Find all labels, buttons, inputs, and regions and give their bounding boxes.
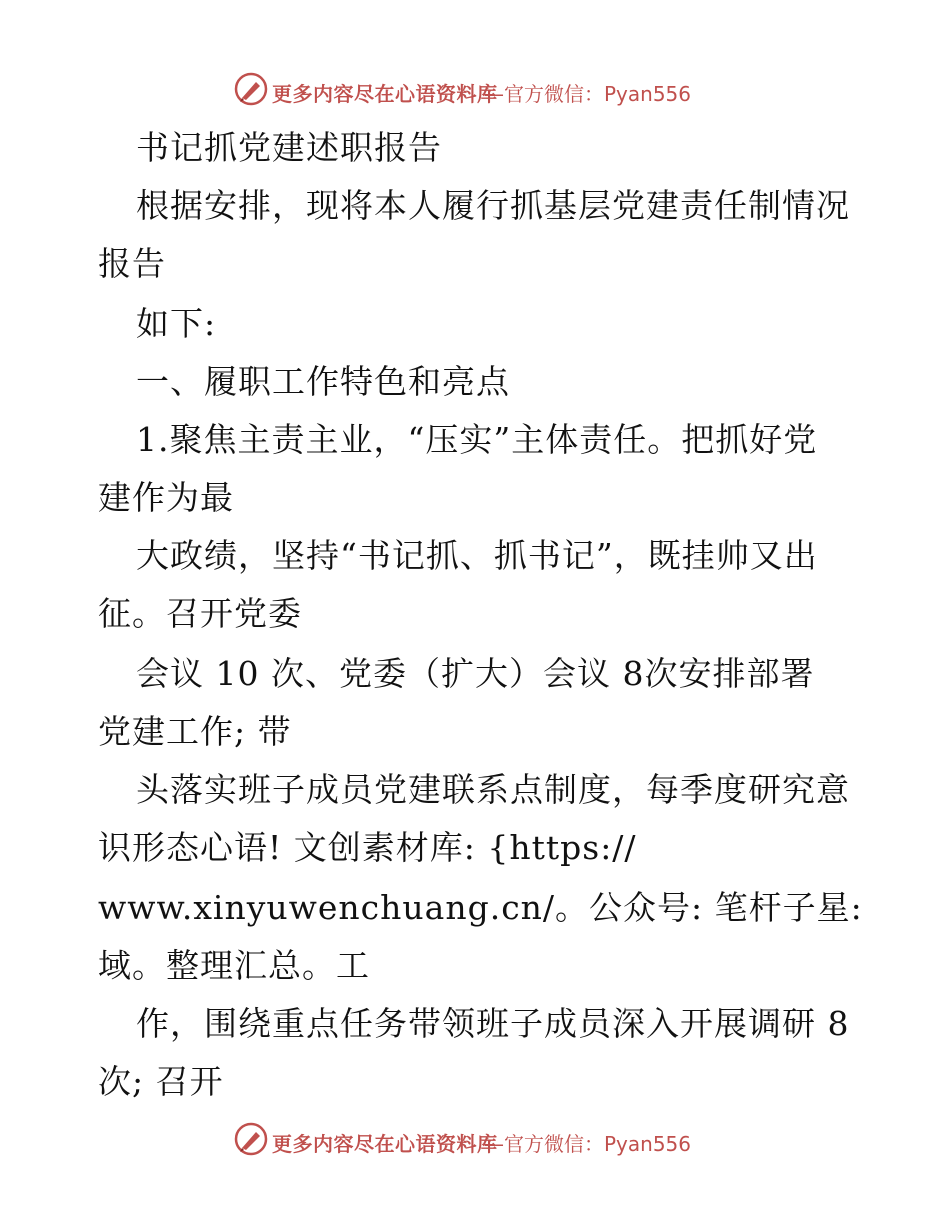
doc-line: 征。召开党委 — [98, 594, 302, 633]
header-banner — [0, 70, 950, 110]
doc-line: 头落实班子成员党建联系点制度，每季度研究意 — [136, 770, 850, 809]
doc-line: 作，围绕重点任务带领班子成员深入开展调研 8 — [136, 1004, 850, 1043]
footer-banner — [0, 1120, 950, 1160]
footer-brand-text: 更多内容尽在心语资料库 — [272, 1132, 498, 1156]
section-heading: 一、履职工作特色和亮点 — [136, 362, 510, 401]
doc-line: 根据安排，现将本人履行抓基层党建责任制情况 — [136, 186, 850, 225]
pen-logo-icon — [234, 1122, 268, 1156]
doc-line: www.xinyuwenchuang.cn/。公众号: 笔杆子星: — [98, 888, 863, 927]
doc-line: 党建工作; 带 — [98, 712, 292, 751]
pen-logo-icon — [234, 72, 268, 106]
doc-line: 如下: — [136, 304, 217, 343]
doc-line: 次; 召开 — [98, 1062, 224, 1101]
doc-title: 书记抓党建述职报告 — [136, 128, 442, 167]
doc-line: 会议 10 次、党委（扩大）会议 8次安排部署 — [136, 654, 815, 693]
doc-line: 报告 — [98, 244, 166, 283]
header-brand-text: 更多内容尽在心语资料库 — [272, 82, 498, 106]
footer-wechat-text: —官方微信：Pyan556 — [484, 1132, 692, 1156]
doc-line: 1.聚焦主责主业，“压实”主体责任。把抓好党 — [136, 420, 818, 459]
doc-line: 大政绩，坚持“书记抓、抓书记”，既挂帅又出 — [136, 536, 818, 575]
doc-line: 域。整理汇总。工 — [98, 946, 370, 985]
doc-line: 识形态心语! 文创素材库: {https:// — [98, 828, 637, 867]
header-wechat-text: —官方微信：Pyan556 — [484, 82, 692, 106]
doc-line: 建作为最 — [98, 478, 234, 517]
